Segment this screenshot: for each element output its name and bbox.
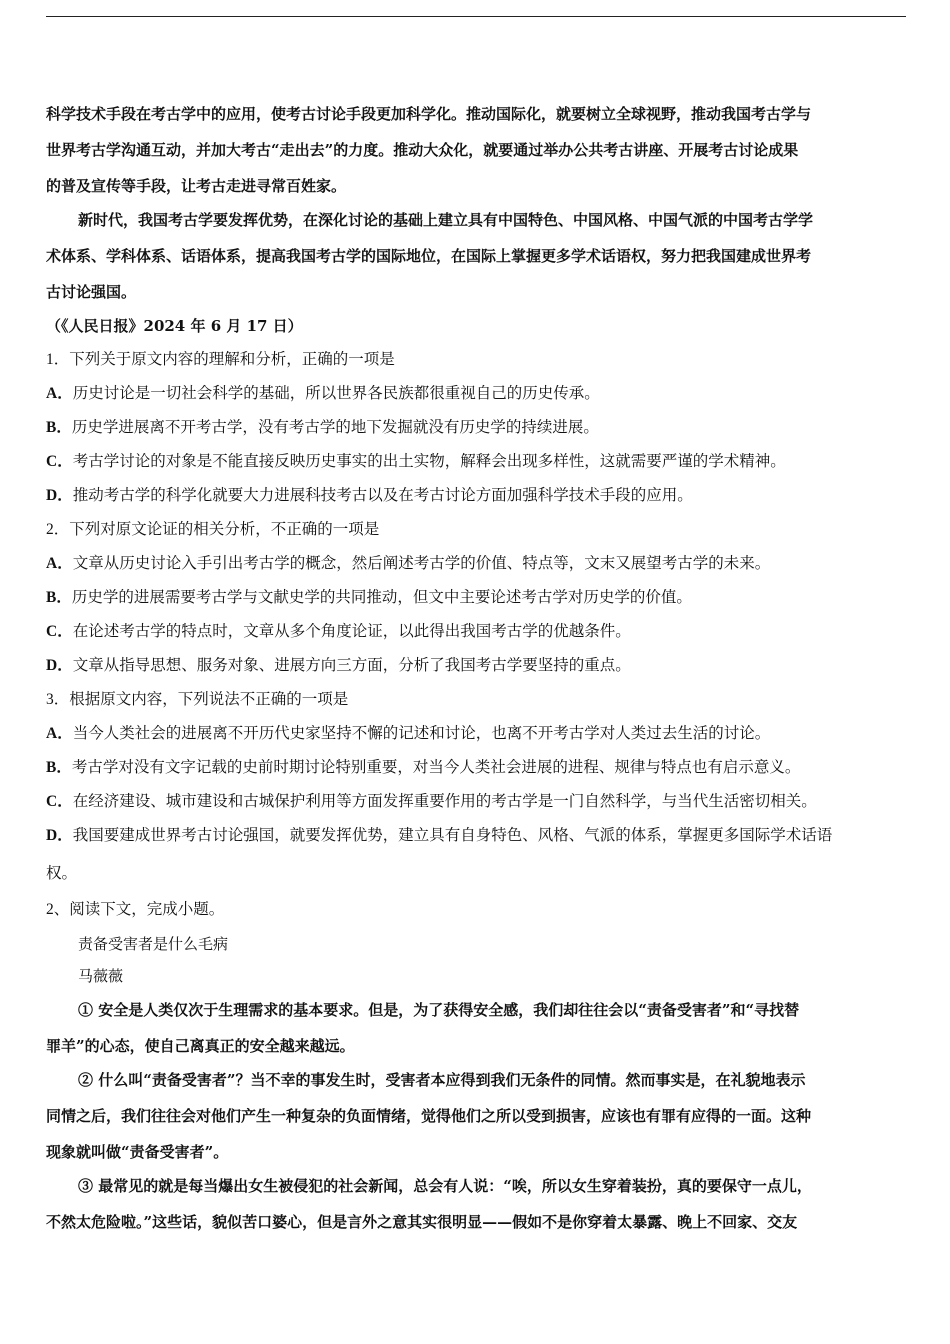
article-line: ③ 最常见的就是每当爆出女生被侵犯的社会新闻，总会有人说：“唉，所以女生穿着装扮，真的要保守一点儿， bbox=[78, 1177, 812, 1195]
option-label: A． bbox=[46, 385, 73, 402]
article-line: ① 安全是人类仅次于生理需求的基本要求。但是，为了获得安全感，我们却往往会以“责备受害者”和“寻找替 bbox=[78, 1001, 800, 1019]
option-label: C． bbox=[46, 623, 73, 640]
option-item bbox=[46, 384, 600, 404]
option-text: 在论述考古学的特点时，文章从多个角度论证，以此得出我国考古学的优越条件。 bbox=[72, 623, 631, 640]
passage-line: 新时代，我国考古学要发挥优势，在深化讨论的基础上建立具有中国特色、中国风格、中国气派的中国考古学学 bbox=[78, 211, 814, 229]
option-item bbox=[46, 826, 832, 846]
article-line: 现象就叫做“责备受害者”。 bbox=[46, 1143, 229, 1161]
option-label: A． bbox=[46, 725, 73, 742]
option-continuation: 权。 bbox=[46, 865, 78, 882]
article-line: 同情之后，我们往往会对他们产生一种复杂的负面情绪，觉得他们之所以受到损害，应该也有罪有应得的一面。这种 bbox=[46, 1107, 812, 1125]
option-item bbox=[46, 758, 800, 778]
option-label: B． bbox=[46, 759, 72, 776]
option-label: D． bbox=[46, 827, 73, 844]
option-item bbox=[46, 452, 786, 472]
passage-line: 术体系、学科体系、话语体系，提高我国考古学的国际地位，在国际上掌握更多学术话语权，努力把我国建成世界考 bbox=[46, 247, 812, 265]
option-text: 推动考古学的科学化就要大力进展科技考古以及在考古讨论方面加强科学技术手段的应用。 bbox=[72, 487, 693, 504]
option-text: 历史讨论是一切社会科学的基础，所以世界各民族都很重视自己的历史传承。 bbox=[72, 385, 600, 402]
article-line: ② 什么叫“责备受害者”？当不幸的事发生时，受害者本应得到我们无条件的同情。然而事实是，在礼貌地表示 bbox=[78, 1071, 806, 1089]
passage-line: 世界考古学沟通互动，并加大考古“走出去”的力度。推动大众化，就要通过举办公共考古讲座、开展考古讨论成果 bbox=[46, 141, 799, 159]
option-item bbox=[46, 554, 770, 574]
article-line: 罪羊”的心态，使自己离真正的安全越来越远。 bbox=[46, 1037, 355, 1055]
question-stem: 1．下列关于原文内容的理解和分析，正确的一项是 bbox=[46, 351, 395, 368]
option-label: A． bbox=[46, 555, 73, 572]
option-label: B． bbox=[46, 589, 72, 606]
passage-line: 古讨论强国。 bbox=[46, 283, 137, 301]
source-citation: （《人民日报》2024 年 6 月 17 日） bbox=[46, 317, 303, 335]
option-text: 当今人类社会的进展离不开历代史家坚持不懈的记述和讨论，也离不开考古学对人类过去生活的讨论。 bbox=[72, 725, 771, 742]
question-stem: 2．下列对原文论证的相关分析，不正确的一项是 bbox=[46, 521, 380, 538]
section-heading: 2、阅读下文，完成小题。 bbox=[46, 901, 225, 918]
option-item bbox=[46, 656, 631, 676]
option-item bbox=[46, 724, 770, 744]
option-item bbox=[46, 486, 693, 506]
option-text: 我国要建成世界考古讨论强国，就要发挥优势，建立具有自身特色、风格、气派的体系，掌握更多国际学术话语 bbox=[72, 827, 833, 844]
option-text: 历史学的进展需要考古学与文献史学的共同推动，但文中主要论述考古学对历史学的价值。 bbox=[71, 589, 692, 606]
option-item bbox=[46, 588, 692, 608]
option-text: 文章从历史讨论入手引出考古学的概念，然后阐述考古学的价值、特点等，文末又展望考古学的未来。 bbox=[72, 555, 771, 572]
passage-line: 的普及宣传等手段，让考古走进寻常百姓家。 bbox=[46, 177, 347, 195]
option-item bbox=[46, 792, 817, 812]
option-text: 考古学对没有文字记载的史前时期讨论特别重要，对当今人类社会进展的进程、规律与特点也有启示意义。 bbox=[71, 759, 801, 776]
option-text: 考古学讨论的对象是不能直接反映历史事实的出土实物，解释会出现多样性，这就需要严谨的学术精神。 bbox=[72, 453, 786, 470]
option-label: C． bbox=[46, 793, 73, 810]
article-author: 马薇薇 bbox=[78, 967, 124, 985]
option-text: 历史学进展离不开考古学，没有考古学的地下发掘就没有历史学的持续进展。 bbox=[71, 419, 599, 436]
option-text: 在经济建设、城市建设和古城保护利用等方面发挥重要作用的考古学是一门自然科学，与当代生活密切相关。 bbox=[72, 793, 817, 810]
option-item bbox=[46, 622, 631, 642]
article-title: 责备受害者是什么毛病 bbox=[78, 935, 229, 953]
question-stem: 3．根据原文内容，下列说法不正确的一项是 bbox=[46, 691, 349, 708]
passage-line: 科学技术手段在考古学中的应用，使考古讨论手段更加科学化。推动国际化，就要树立全球视野，推动我国考古学与 bbox=[46, 105, 812, 123]
option-text: 文章从指导思想、服务对象、进展方向三方面，分析了我国考古学要坚持的重点。 bbox=[72, 657, 631, 674]
option-label: C． bbox=[46, 453, 73, 470]
option-item bbox=[46, 418, 599, 438]
header-rule bbox=[46, 16, 906, 17]
article-line: 不然太危险啦。”这些话，貌似苦口婆心，但是言外之意其实很明显——假如不是你穿着太暴露、晚上不回家、交友 bbox=[46, 1213, 798, 1231]
option-label: B． bbox=[46, 419, 72, 436]
option-label: D． bbox=[46, 657, 73, 674]
option-label: D． bbox=[46, 487, 73, 504]
